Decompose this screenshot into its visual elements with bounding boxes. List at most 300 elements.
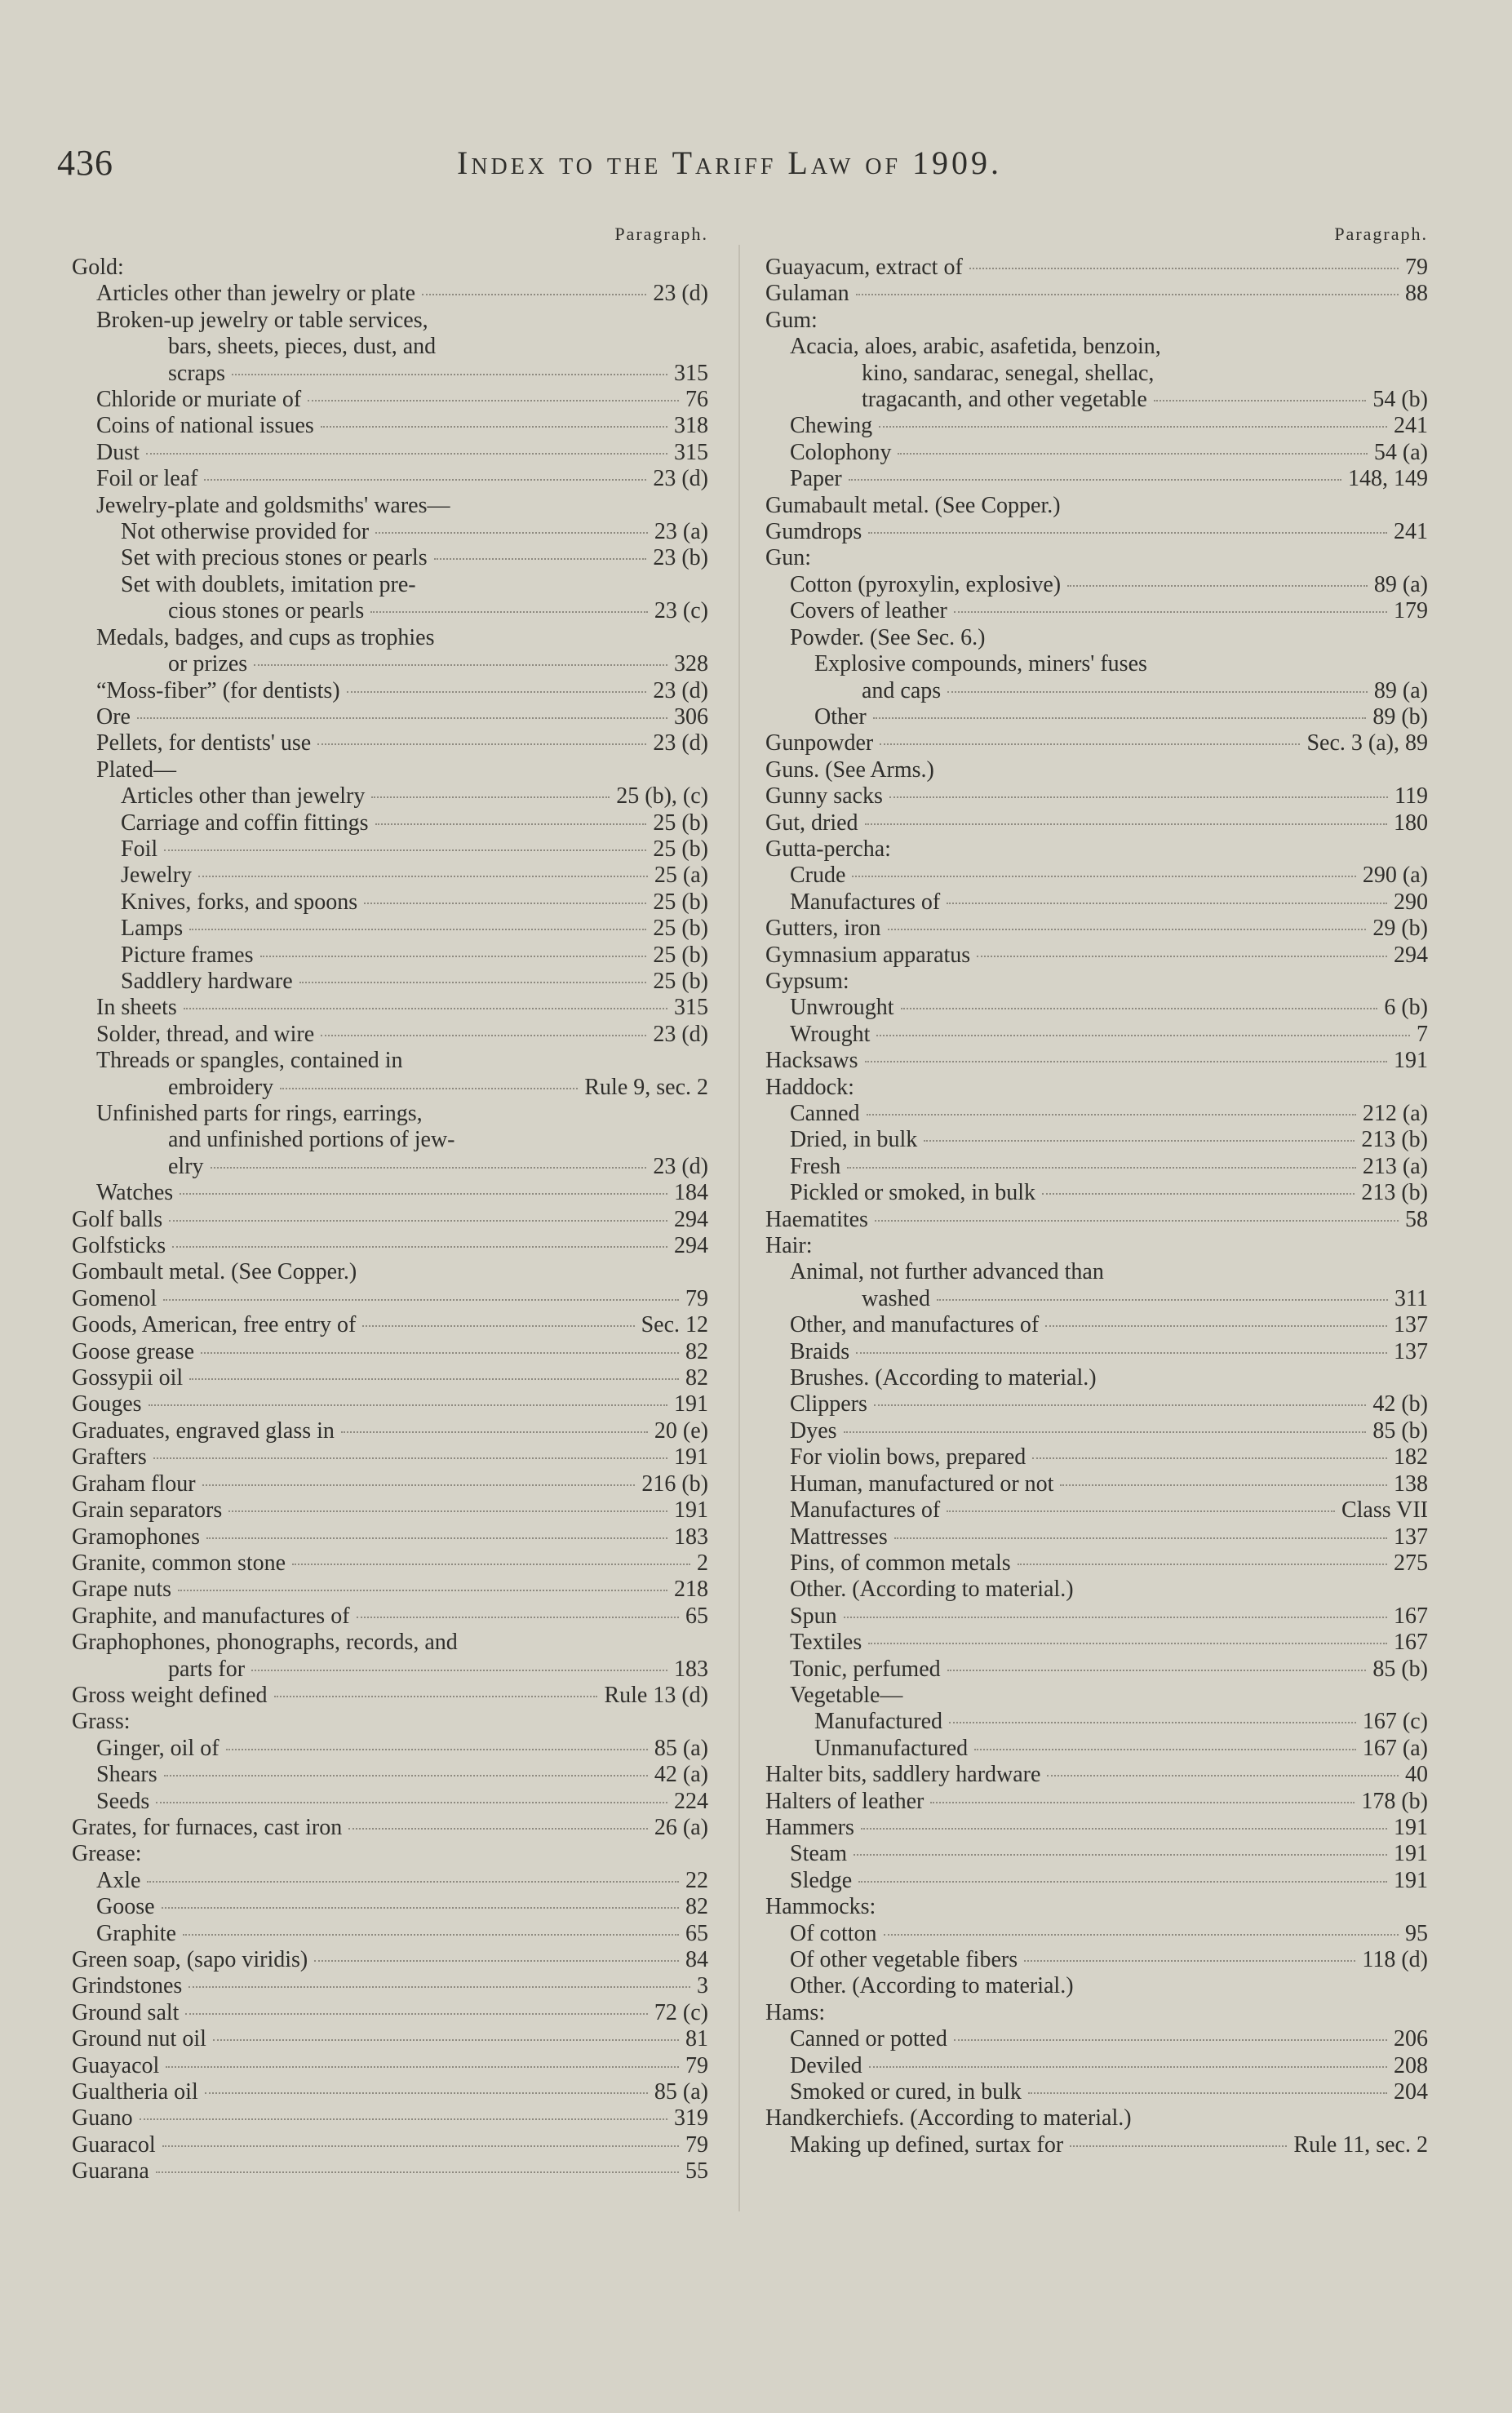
entry-term: Gramophones [72, 1524, 201, 1550]
index-entry [72, 757, 708, 783]
entry-term: Braids [790, 1338, 850, 1364]
index-list-left [72, 255, 708, 2185]
dot-leader [226, 1749, 648, 1750]
dot-leader [370, 611, 648, 613]
dot-leader [1070, 2145, 1287, 2147]
index-entry [72, 2026, 708, 2052]
entry-paragraph-ref: 294 [674, 1233, 708, 1259]
index-entry [765, 1391, 1428, 1417]
dot-leader [868, 1643, 1387, 1644]
dot-leader [954, 2039, 1387, 2041]
entry-term: Acacia, aloes, arabic, asafetida, benzoin, [790, 334, 1161, 360]
entry-paragraph-ref: 65 [685, 1920, 708, 1946]
entry-term: Golf balls [72, 1206, 163, 1232]
entry-term: Guano [72, 2105, 133, 2131]
index-entry [765, 413, 1428, 439]
index-entry [765, 1789, 1428, 1815]
entry-paragraph-ref: 212 (a) [1362, 1101, 1428, 1126]
entry-paragraph-ref: 315 [674, 995, 708, 1021]
dot-leader [137, 717, 667, 719]
dot-leader [202, 1484, 636, 1486]
entry-term: Ore [96, 703, 131, 730]
entry-paragraph-ref: 58 [1405, 1206, 1428, 1232]
dot-leader [1047, 1775, 1399, 1776]
entry-paragraph-ref: 294 [1394, 942, 1428, 968]
entry-term: and unfinished portions of jew- [168, 1127, 455, 1153]
entry-paragraph-ref: 23 (c) [654, 598, 708, 624]
dot-leader [1032, 1457, 1387, 1459]
dot-leader [849, 479, 1341, 481]
entry-term: Halter bits, saddlery hardware [765, 1762, 1041, 1788]
entry-paragraph-ref: 76 [685, 387, 708, 413]
entry-term: parts for [168, 1656, 246, 1682]
index-entry [72, 1630, 708, 1656]
entry-term: Gomenol [72, 1285, 157, 1311]
column-divider [738, 245, 740, 2211]
entry-term: Gut, dried [765, 810, 858, 836]
entry-term: Making up defined, surtax for [790, 2131, 1064, 2158]
dot-leader [947, 1510, 1335, 1512]
entry-paragraph-ref: 29 (b) [1372, 916, 1428, 942]
entry-paragraph-ref: Sec. 3 (a), 89 [1306, 730, 1428, 756]
entry-paragraph-ref: 79 [685, 1285, 708, 1311]
entry-term: tragacanth, and other vegetable [862, 387, 1147, 413]
entry-paragraph-ref: 241 [1394, 413, 1428, 439]
entry-paragraph-ref: 95 [1405, 1920, 1428, 1946]
entry-paragraph-ref: 290 [1394, 889, 1428, 915]
entry-term: Pickled or smoked, in bulk [790, 1180, 1035, 1206]
index-entry [765, 836, 1428, 863]
dot-leader [232, 374, 667, 375]
index-entry [765, 1947, 1428, 1973]
entry-paragraph-ref: 311 [1394, 1285, 1428, 1311]
index-entry [72, 1709, 708, 1735]
entry-term: Graduates, engraved glass in [72, 1417, 335, 1444]
entry-paragraph-ref: 26 (a) [654, 1814, 708, 1840]
dot-leader [166, 2066, 679, 2068]
index-entry [765, 308, 1428, 334]
index-entry [765, 1207, 1428, 1233]
entry-paragraph-ref: 79 [1405, 255, 1428, 280]
entry-paragraph-ref: 42 (b) [1372, 1391, 1428, 1417]
index-entry [765, 1259, 1428, 1285]
index-entry [72, 1075, 708, 1101]
dot-leader [844, 1431, 1367, 1433]
dot-leader [180, 1193, 667, 1195]
entry-term: Paper [790, 466, 842, 492]
entry-term: Gross weight defined [72, 1682, 268, 1708]
entry-paragraph-ref: 241 [1394, 519, 1428, 545]
index-entry [72, 2105, 708, 2131]
dot-leader [184, 1008, 667, 1009]
dot-leader [901, 1008, 1378, 1009]
index-entry [72, 1947, 708, 1973]
entry-term: cious stones or pearls [168, 598, 365, 624]
entry-paragraph-ref: 319 [674, 2105, 708, 2131]
entry-term: Gutters, iron [765, 916, 881, 942]
index-entry [72, 943, 708, 969]
entry-paragraph-ref: 79 [685, 2131, 708, 2158]
dot-leader [251, 1670, 667, 1671]
index-entry [72, 1339, 708, 1365]
index-entry [72, 1444, 708, 1470]
entry-term: Grease: [72, 1841, 142, 1867]
entry-term: In sheets [96, 995, 177, 1021]
entry-term: Canned or potted [790, 2026, 947, 2052]
entry-term: Articles other than jewelry [121, 783, 366, 810]
entry-paragraph-ref: 23 (d) [653, 281, 708, 307]
index-entry [765, 387, 1428, 413]
dot-leader [364, 903, 646, 904]
dot-leader [206, 1537, 667, 1539]
dot-leader [947, 691, 1368, 693]
dot-leader [889, 796, 1388, 798]
entry-term: Set with doublets, imitation pre- [121, 571, 416, 597]
entry-paragraph-ref: 137 [1394, 1524, 1428, 1550]
index-entry [72, 413, 708, 439]
entry-term: Gossypii oil [72, 1365, 184, 1391]
dot-leader [969, 268, 1399, 269]
entry-paragraph-ref: 213 (b) [1361, 1180, 1428, 1206]
entry-paragraph-ref: 55 [685, 2158, 708, 2185]
dot-leader [844, 1617, 1387, 1618]
entry-term: Other. (According to material.) [790, 1577, 1074, 1603]
index-entry [72, 1868, 708, 1894]
entry-paragraph-ref: 22 [685, 1867, 708, 1893]
dot-leader [254, 664, 667, 666]
entry-paragraph-ref: 216 (b) [641, 1470, 708, 1497]
dot-leader [280, 1088, 578, 1089]
entry-paragraph-ref: 315 [674, 360, 708, 386]
entry-term: Lamps [121, 916, 184, 942]
dot-leader [884, 1934, 1399, 1936]
index-entry [72, 1921, 708, 1947]
index-entry [72, 1973, 708, 1999]
entry-paragraph-ref: 167 (a) [1362, 1735, 1428, 1761]
entry-term: kino, sandarac, senegal, shellac, [862, 360, 1155, 386]
entry-term: Graphite [96, 1920, 176, 1946]
dot-leader [1028, 2092, 1387, 2094]
entry-paragraph-ref: 208 [1394, 2052, 1428, 2078]
entry-term: Mattresses [790, 1524, 888, 1550]
dot-leader [1060, 1484, 1387, 1486]
entry-term: Golfsticks [72, 1233, 166, 1259]
dot-leader [1018, 1564, 1387, 1565]
dot-leader [362, 1325, 634, 1327]
entry-term: Graphophones, phonographs, records, and [72, 1630, 458, 1656]
index-entry [765, 1180, 1428, 1206]
dot-leader [1042, 1193, 1355, 1195]
entry-term: Gypsum: [765, 968, 849, 994]
dot-leader [308, 400, 679, 401]
index-entry [765, 757, 1428, 783]
entry-term: Hams: [765, 1999, 826, 2025]
entry-paragraph-ref: 25 (b) [653, 968, 708, 994]
entry-term: Gumdrops [765, 519, 862, 545]
dot-leader [357, 1617, 679, 1618]
dot-leader [274, 1696, 598, 1697]
dot-leader [977, 956, 1387, 957]
index-entry [765, 572, 1428, 598]
index-entry [765, 1841, 1428, 1867]
entry-paragraph-ref: 85 (a) [654, 1735, 708, 1761]
dot-leader [924, 1140, 1355, 1142]
dot-leader [876, 1035, 1410, 1036]
entry-term: Guayacol [72, 2052, 160, 2078]
entry-paragraph-ref: 294 [674, 1206, 708, 1232]
entry-paragraph-ref: 3 [697, 1973, 708, 1999]
dot-leader [314, 1960, 679, 1962]
entry-term: Knives, forks, and spoons [121, 889, 358, 915]
entry-term: Vegetable— [790, 1682, 903, 1708]
dot-leader [205, 2092, 648, 2094]
entry-term: Smoked or cured, in bulk [790, 2079, 1022, 2105]
index-entry [765, 2105, 1428, 2131]
entry-paragraph-ref: Rule 13 (d) [604, 1682, 708, 1708]
dot-leader [852, 876, 1355, 877]
dot-leader [163, 1299, 679, 1301]
entry-term: Crude [790, 863, 846, 889]
dot-leader [188, 1986, 690, 1988]
entry-paragraph-ref: 89 (a) [1373, 677, 1428, 703]
entry-term: washed [862, 1285, 930, 1311]
index-entry [72, 836, 708, 863]
index-entry [765, 1921, 1428, 1947]
index-entry [765, 678, 1428, 704]
dot-leader [875, 1220, 1399, 1222]
index-entry [765, 440, 1428, 466]
dot-leader [1024, 1960, 1355, 1962]
entry-term: Explosive compounds, miners' fuses [814, 651, 1147, 677]
index-entry [765, 255, 1428, 281]
dot-leader [348, 1828, 648, 1830]
entry-paragraph-ref: 7 [1417, 1021, 1428, 1047]
entry-term: Grain separators [72, 1497, 223, 1524]
entry-paragraph-ref: 191 [1394, 1841, 1428, 1867]
dot-leader [153, 1457, 667, 1459]
entry-term: Gombault metal. (See Copper.) [72, 1259, 357, 1285]
entry-term: Goose [96, 1894, 155, 1920]
index-entry [765, 1868, 1428, 1894]
entry-paragraph-ref: 315 [674, 439, 708, 465]
entry-term: Ground nut oil [72, 2026, 206, 2052]
index-entry [72, 1391, 708, 1417]
dot-leader [898, 453, 1367, 455]
entry-term: Gumabault metal. (See Copper.) [765, 492, 1061, 518]
entry-term: Guarana [72, 2158, 149, 2185]
dot-leader [204, 479, 646, 481]
dot-leader [949, 1722, 1356, 1723]
entry-paragraph-ref: 25 (b) [653, 810, 708, 836]
entry-term: Ginger, oil of [96, 1735, 219, 1761]
dot-leader [422, 294, 646, 295]
index-entry [765, 1973, 1428, 1999]
left-column [72, 214, 708, 2185]
index-entry [72, 1048, 708, 1074]
index-entry [72, 1789, 708, 1815]
dot-leader [189, 929, 646, 930]
entry-paragraph-ref: 137 [1394, 1312, 1428, 1338]
entry-term: Of cotton [790, 1920, 877, 1946]
index-entry [72, 2132, 708, 2158]
dot-leader [321, 1035, 646, 1036]
entry-term: embroidery [168, 1074, 274, 1100]
entry-paragraph-ref: 84 [685, 1947, 708, 1972]
index-entry [72, 1550, 708, 1577]
entry-paragraph-ref: 204 [1394, 2079, 1428, 2105]
index-entry [765, 1233, 1428, 1259]
entry-paragraph-ref: 191 [674, 1497, 708, 1524]
entry-term: Grates, for furnaces, cast iron [72, 1814, 343, 1840]
entry-term: Hammocks: [765, 1894, 876, 1920]
dot-leader [172, 1246, 667, 1248]
entry-term: Jewelry [121, 863, 193, 889]
dot-leader [856, 294, 1399, 295]
entry-paragraph-ref: Rule 9, sec. 2 [584, 1074, 708, 1100]
dot-leader [375, 823, 647, 825]
entry-paragraph-ref: 23 (b) [653, 545, 708, 571]
entry-paragraph-ref: 191 [1394, 1867, 1428, 1893]
entry-term: Threads or spangles, contained in [96, 1048, 403, 1074]
entry-term: Manufactures of [790, 1497, 941, 1524]
entry-term: Gulaman [765, 281, 849, 307]
entry-term: Set with precious stones or pearls [121, 545, 428, 571]
index-entry [72, 704, 708, 730]
entry-term: elry [168, 1153, 204, 1179]
index-entry [72, 598, 708, 624]
dot-leader [865, 823, 1387, 825]
dot-leader [869, 2066, 1387, 2068]
dot-leader [162, 2145, 679, 2147]
entry-term: Hammers [765, 1814, 854, 1840]
entry-paragraph-ref: 85 (b) [1372, 1417, 1428, 1444]
index-entry [765, 916, 1428, 942]
dot-leader [879, 426, 1387, 428]
entry-term: Not otherwise provided for [121, 519, 370, 545]
index-entry [72, 1894, 708, 1920]
entry-term: and caps [862, 677, 942, 703]
entry-term: Goods, American, free entry of [72, 1312, 357, 1338]
entry-paragraph-ref: 20 (e) [654, 1417, 708, 1444]
entry-term: Granite, common stone [72, 1550, 286, 1576]
entry-term: Animal, not further advanced than [790, 1259, 1104, 1285]
entry-paragraph-ref: 25 (a) [654, 863, 708, 889]
entry-term: Watches [96, 1180, 174, 1206]
dot-leader [930, 1802, 1355, 1803]
index-entry [765, 863, 1428, 889]
entry-term: Guaracol [72, 2131, 156, 2158]
index-entry [72, 1207, 708, 1233]
index-entry [72, 2079, 708, 2105]
entry-term: Manufactured [814, 1709, 943, 1735]
entry-paragraph-ref: 2 [697, 1550, 708, 1576]
entry-paragraph-ref: 25 (b), (c) [616, 783, 708, 810]
entry-term: Grafters [72, 1444, 147, 1470]
index-entry [765, 1683, 1428, 1709]
index-entry [72, 995, 708, 1021]
index-entry [72, 1365, 708, 1391]
dot-leader [375, 532, 648, 534]
dot-leader [894, 1537, 1387, 1539]
index-entry [765, 466, 1428, 492]
entry-paragraph-ref: 23 (d) [653, 730, 708, 756]
entry-term: Picture frames [121, 942, 254, 968]
dot-leader [954, 611, 1387, 613]
entry-term: Other [814, 703, 867, 730]
index-entry [72, 678, 708, 704]
entry-term: Solder, thread, and wire [96, 1021, 315, 1047]
dot-leader [947, 1670, 1367, 1671]
entry-term: Sledge [790, 1867, 853, 1893]
index-entry [765, 1418, 1428, 1444]
index-entry [72, 1259, 708, 1285]
index-entry [72, 916, 708, 942]
entry-term: For violin bows, prepared [790, 1444, 1026, 1470]
index-entry [765, 545, 1428, 571]
index-entry [72, 2053, 708, 2079]
entry-paragraph-ref: 138 [1394, 1470, 1428, 1497]
dot-leader [858, 1881, 1387, 1883]
entry-paragraph-ref: 40 [1405, 1762, 1428, 1788]
index-entry [765, 1603, 1428, 1630]
entry-term: Cotton (pyroxylin, explosive) [790, 571, 1062, 597]
entry-paragraph-ref: Sec. 12 [641, 1312, 708, 1338]
entry-term: Powder. (See Sec. 6.) [790, 624, 986, 650]
index-entry [72, 466, 708, 492]
entry-paragraph-ref: Class VII [1341, 1497, 1428, 1524]
entry-term: Pins, of common metals [790, 1550, 1011, 1576]
index-entry [72, 1577, 708, 1603]
dot-leader [856, 1352, 1387, 1354]
index-entry [765, 1075, 1428, 1101]
index-entry [72, 1841, 708, 1867]
index-entry [72, 783, 708, 810]
index-entry [765, 943, 1428, 969]
dot-leader [321, 426, 667, 428]
index-entry [72, 334, 708, 360]
entry-term: Articles other than jewelry or plate [96, 281, 416, 307]
index-entry [765, 625, 1428, 651]
entry-term: Jewelry-plate and goldsmiths' wares— [96, 492, 450, 518]
entry-paragraph-ref: 54 (a) [1373, 439, 1428, 465]
entry-term: Chewing [790, 413, 873, 439]
entry-paragraph-ref: 118 (d) [1362, 1947, 1428, 1972]
dot-leader [162, 1907, 679, 1909]
entry-paragraph-ref: 180 [1394, 810, 1428, 836]
entry-term: Halters of leather [765, 1788, 924, 1814]
index-entry [72, 1603, 708, 1630]
entry-term: Plated— [96, 756, 176, 783]
entry-paragraph-ref: 178 (b) [1361, 1788, 1428, 1814]
entry-term: Grape nuts [72, 1577, 172, 1603]
page-number: 436 [57, 143, 113, 183]
entry-paragraph-ref: 54 (b) [1372, 387, 1428, 413]
index-entry [765, 1312, 1428, 1338]
entry-term: Seeds [96, 1788, 150, 1814]
index-entry [765, 598, 1428, 624]
entry-paragraph-ref: 306 [674, 703, 708, 730]
dot-leader [1154, 400, 1367, 401]
dot-leader [888, 929, 1367, 930]
index-entry [765, 2053, 1428, 2079]
dot-leader [847, 1167, 1356, 1169]
index-entry [765, 1101, 1428, 1127]
entry-paragraph-ref: 148, 149 [1348, 466, 1428, 492]
dot-leader [371, 796, 610, 798]
dot-leader [861, 1828, 1387, 1830]
index-entry [765, 334, 1428, 360]
index-entry [72, 572, 708, 598]
